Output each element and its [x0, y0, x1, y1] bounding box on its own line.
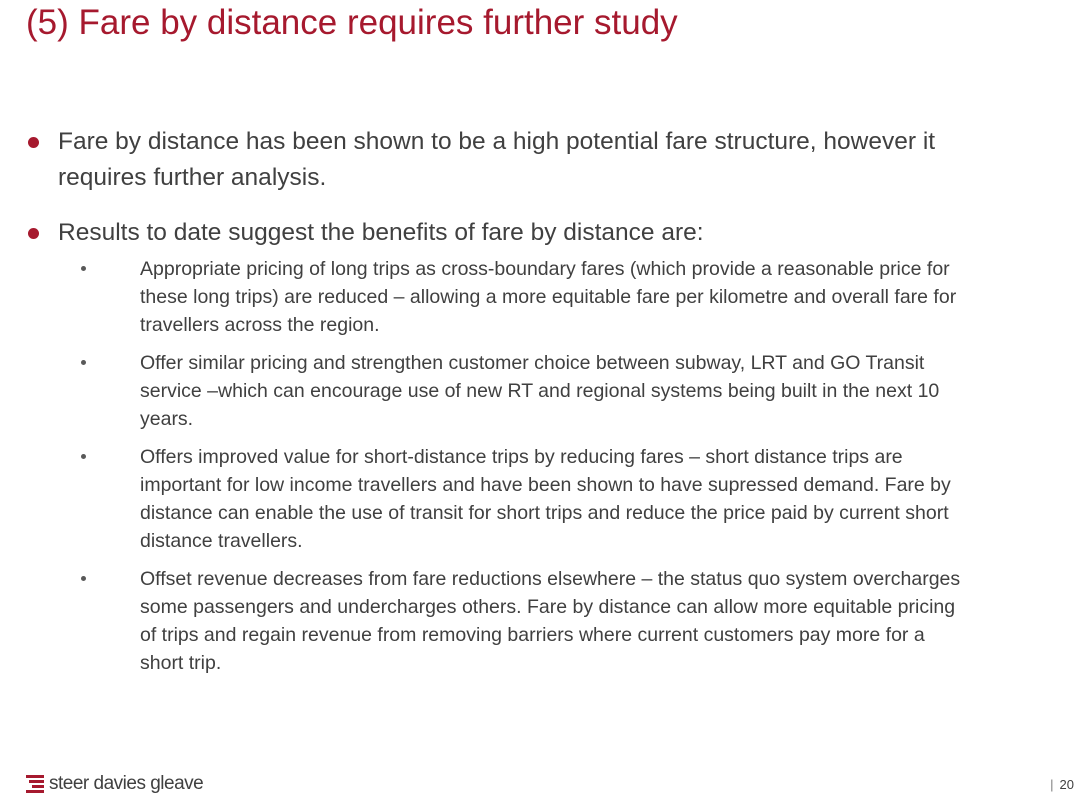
sub-bullet: [26, 255, 970, 339]
main-bullet-list: [26, 124, 986, 687]
logo-stripes-icon: [26, 775, 44, 793]
sub-bullet-text: Offset revenue decreases from fare reductions elsewhere – the status quo system overcharges some passengers and undercharges others. Fare by distance can allow more equitable pricing of trips and regain revenue from removing barriers where current customers pay more for a short trip.: [140, 568, 961, 674]
sub-bullet-dot-icon: [81, 360, 86, 365]
sub-bullet-text: Appropriate pricing of long trips as cross-boundary fares (which provide a reasonable price for these long trips) are reduced – allowing a more equitable fare per kilometre and overall fare for travellers across the region.: [140, 258, 957, 336]
main-bullet-text: Results to date suggest the benefits of fare by distance are:: [58, 219, 704, 246]
sub-bullet: [26, 443, 970, 555]
slide-title: (5) Fare by distance requires further study: [26, 3, 678, 42]
logo-text: steer davies gleave: [49, 773, 204, 794]
main-bullet: [26, 124, 986, 196]
main-bullet-text: Fare by distance has been shown to be a high potential fare structure, however it requires further analysis.: [58, 128, 936, 191]
company-logo: [26, 773, 203, 795]
sub-bullet-dot-icon: [81, 576, 86, 581]
sub-bullet: [26, 565, 970, 677]
main-bullet: [26, 215, 986, 677]
sub-bullet-text: Offer similar pricing and strengthen customer choice between subway, LRT and GO Transit service –which can encourage use of new RT and regional systems being built in the next 10 years.: [140, 352, 940, 430]
sub-bullet-text: Offers improved value for short-distance trips by reducing fares – short distance trips are important for low income travellers and have been shown to have supressed demand. Fare by distance can enable the use of transit for short trips and reduce the price paid by current short distance travellers.: [140, 446, 951, 552]
sub-bullet: [26, 349, 970, 433]
bullet-dot-icon: [28, 137, 39, 148]
page-separator: |: [1050, 777, 1054, 792]
page-number-value: 20: [1059, 777, 1074, 792]
sub-bullet-list: [26, 255, 986, 677]
sub-bullet-dot-icon: [81, 266, 86, 271]
sub-bullet-dot-icon: [81, 454, 86, 459]
bullet-dot-icon: [28, 228, 39, 239]
page-number: [1050, 777, 1074, 792]
